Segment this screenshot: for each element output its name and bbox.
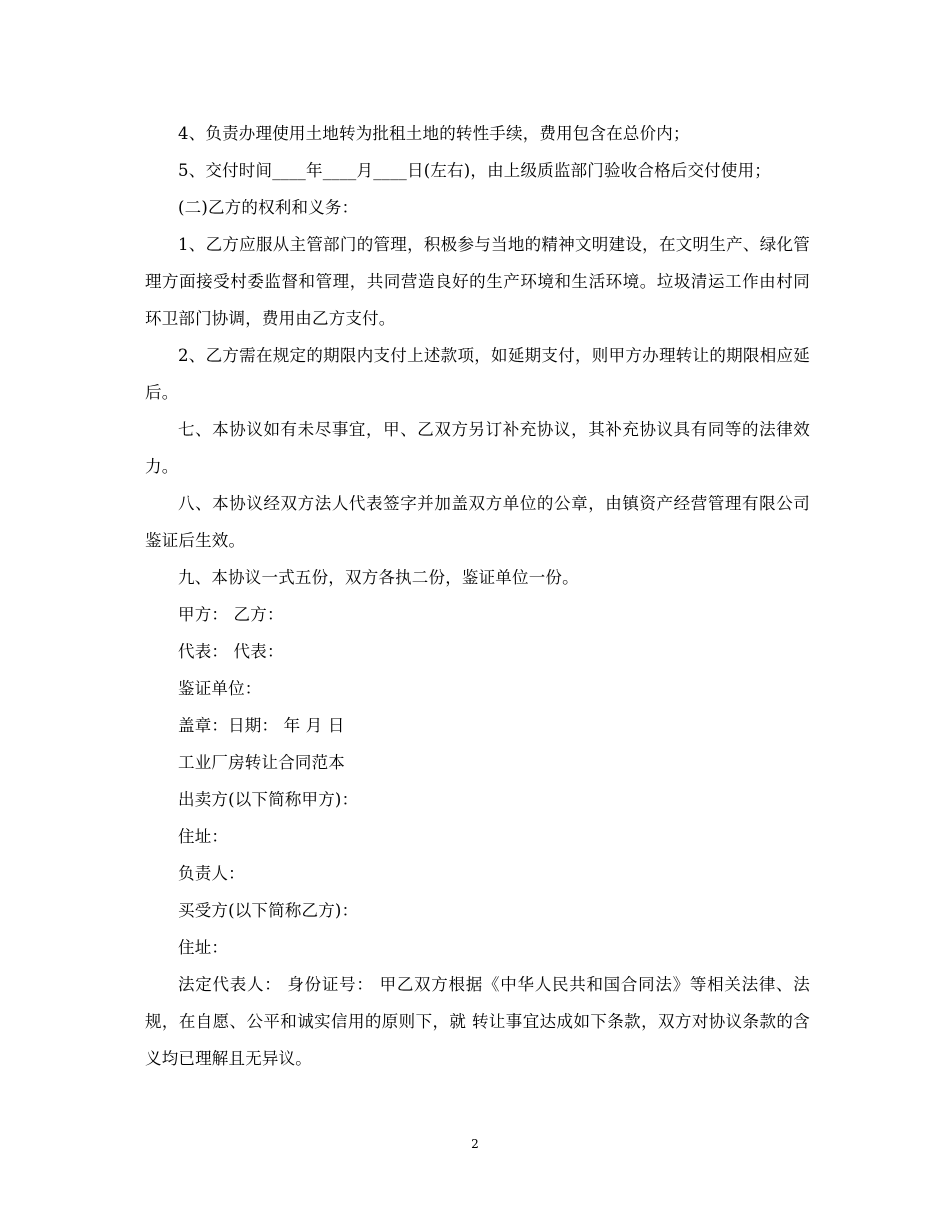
- contract-template-title: 工业厂房转让合同范本: [178, 753, 345, 772]
- seller-address-line: 住址：: [178, 827, 229, 846]
- buyer-party-line: 买受方(以下简称乙方)：: [178, 901, 359, 920]
- signature-party-line: 甲方： 乙方：: [178, 605, 284, 624]
- paragraph-clause-5-delivery-time: 5、交付时间____年____月____日(左右)，由上级质监部门验收合格后交付使用；: [178, 161, 771, 180]
- seller-party-line: 出卖方(以下简称甲方)：: [178, 790, 359, 809]
- paragraph-article-9: 九、本协议一式五份，双方各执二份，鉴证单位一份。: [178, 568, 579, 587]
- page-number: 2: [471, 1137, 479, 1151]
- paragraph-party-b-clause-2: 2、乙方需在规定的期限内支付上述款项，如延期支付，则甲方办理转让的期限相应延后。: [145, 346, 810, 402]
- buyer-address-line: 住址：: [178, 938, 229, 957]
- paragraph-clause-4: 4、负责办理使用土地转为批租土地的转性手续，费用包含在总价内；: [178, 124, 690, 143]
- signature-seal-date-line: 盖章：日期： 年 月 日: [178, 716, 345, 735]
- paragraph-article-7: 七、本协议如有未尽事宜，甲、乙双方另订补充协议，其补充协议具有同等的法律效力。: [145, 420, 810, 476]
- seller-responsible-person-line: 负责人：: [178, 864, 245, 883]
- signature-representative-line: 代表： 代表：: [178, 642, 284, 661]
- document-body: [145, 115, 810, 1077]
- section-heading-party-b-rights: (二)乙方的权利和义务：: [178, 198, 359, 217]
- signature-verification-unit: 鉴证单位：: [178, 679, 262, 698]
- paragraph-article-8: 八、本协议经双方法人代表签字并加盖双方单位的公章，由镇资产经营管理有限公司鉴证后生效。: [145, 494, 810, 550]
- paragraph-party-b-clause-1: 1、乙方应服从主管部门的管理，积极参与当地的精神文明建设，在文明生产、绿化管理方面接受村委监督和管理，共同营造良好的生产环境和生活环境。垃圾清运工作由村同环卫部门协调，费用由乙方支付。: [145, 235, 810, 328]
- legal-representative-preamble: 法定代表人： 身份证号： 甲乙双方根据《中华人民共和国合同法》等相关法律、法规，在自愿、公平和诚实信用的原则下，就 转让事宜达成如下条款，双方对协议条款的含义均已理解且无异议。: [145, 975, 810, 1068]
